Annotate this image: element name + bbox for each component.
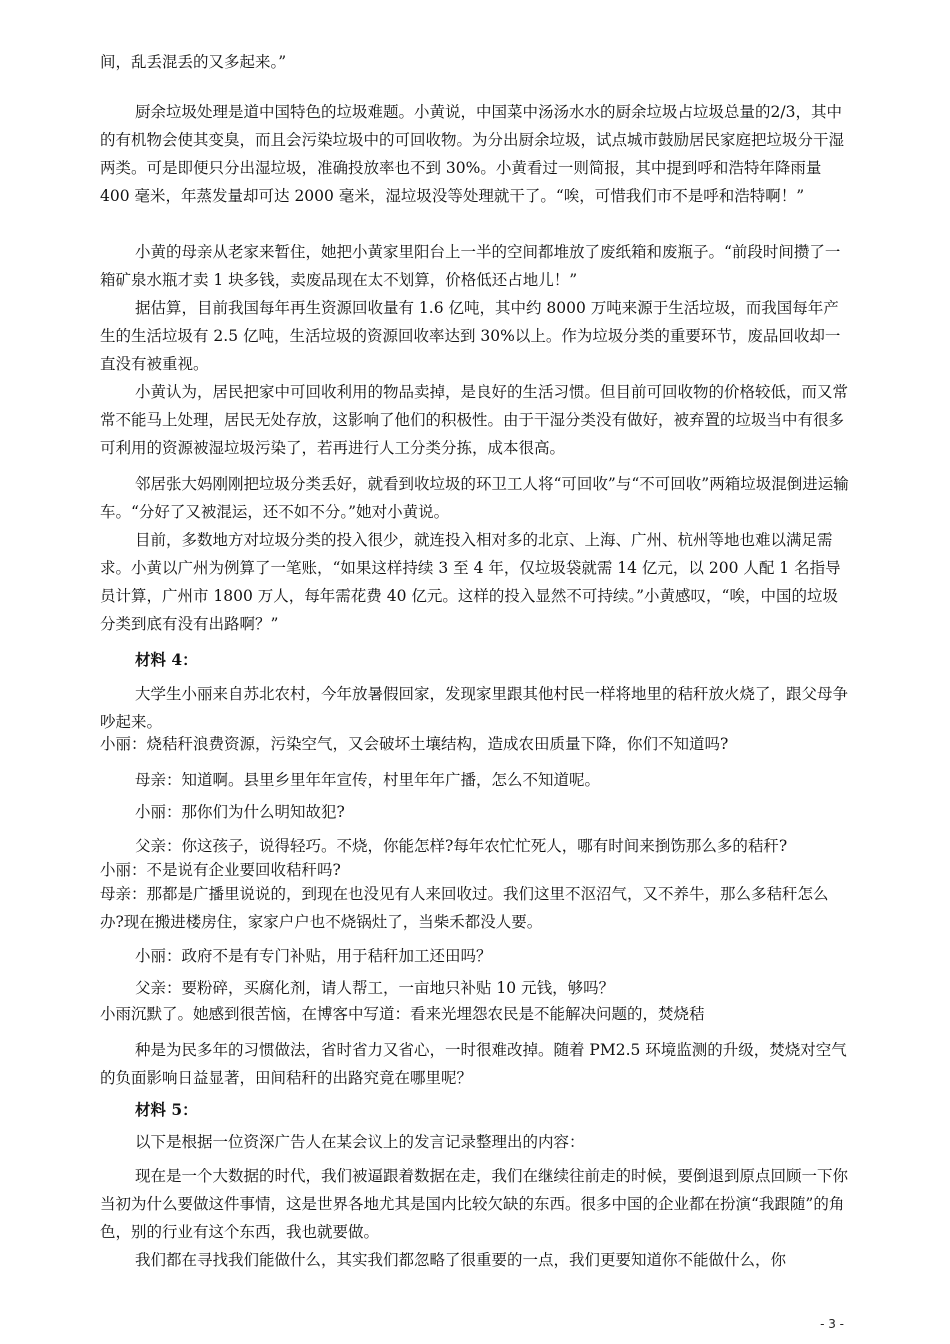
dialogue-line: 父亲：你这孩子，说得轻巧。不烧，你能怎样?每年农忙忙死人，哪有时间来捯饬那么多的秸秆? — [135, 837, 788, 855]
paragraph-investment: 目前，多数地方对垃圾分类的投入很少，就连投入相对多的北京、上海、广州、杭州等地也难以满足需求。小黄以广州为例算了一笔账，“如果这样持续 3 至 4 年，仅垃圾袋就需 14 亿元，以 200 人配 1 名指导员计算，广州市 1800 万人，每年需花费 40 亿元。这样的投入显然不可持续。”小黄感叹，“唉，中国的垃圾分类到底有没有出路啊？” — [100, 531, 841, 633]
paragraph-ad-intro: 以下是根据一位资深广告人在某会议上的发言记录整理出的内容： — [135, 1133, 585, 1151]
dialogue-line: 母亲：那都是广播里说说的，到现在也没见有人来回收过。我们这里不沤沼气，又不养牛，那么多秸秆怎么办?现在搬进楼房住，家家户户也不烧锅灶了，当柴禾都没人要。 — [100, 885, 829, 931]
paragraph-cannot-do: 我们都在寻找我们能做什么，其实我们都忽略了很重要的一点，我们更要知道你不能做什么，你 — [135, 1251, 787, 1269]
material-4-heading: 材料 4： — [135, 650, 198, 669]
paragraph-big-data: 现在是一个大数据的时代，我们被逼跟着数据在走，我们在继续往前走的时候，要倒退到原点回顾一下你当初为什么要做这件事情，这是世界各地尤其是国内比较欠缺的东西。很多中国的企业都在扮演“我跟随”的角色，别的行业有这个东西，我也就要做。 — [100, 1167, 849, 1241]
paragraph-mother-recycling: 小黄的母亲从老家来暂住，她把小黄家里阳台上一半的空间都堆放了废纸箱和废瓶子。“前段时间攒了一箱矿泉水瓶才卖 1 块多钱，卖废品现在太不划算，价格低还占地儿！” — [100, 243, 841, 289]
paragraph-xiaohuang-opinion: 小黄认为，居民把家中可回收利用的物品卖掉，是良好的生活习惯。但目前可回收物的价格较低，而又常常不能马上处理，居民无处存放，这影响了他们的积极性。由于干湿分类没有做好，被弃置的垃圾当中有很多可利用的资源被湿垃圾污染了，若再进行人工分类分拣，成本很高。 — [100, 383, 849, 457]
dialogue-line: 小丽：烧秸秆浪费资源，污染空气，又会破坏土壤结构，造成农田质量下降，你们不知道吗? — [100, 735, 729, 753]
paragraph-estimate: 据估算，目前我国每年再生资源回收量有 1.6 亿吨，其中约 8000 万吨来源于生活垃圾，而我国每年产生的生活垃圾有 2.5 亿吨，生活垃圾的资源回收率达到 30%以上。作为垃圾分类的重要环节，废品回收却一直没有被重视。 — [100, 299, 841, 373]
paragraph-neighbor: 邻居张大妈刚刚把垃圾分类丢好，就看到收垃圾的环卫工人将“可回收”与“不可回收”两箱垃圾混倒进运输车。“分好了又被混运，还不如不分。”她对小黄说。 — [100, 475, 849, 521]
paragraph-kitchen-waste: 厨余垃圾处理是道中国特色的垃圾难题。小黄说，中国菜中汤汤水水的厨余垃圾占垃圾总量的2/3，其中的有机物会使其变臭，而且会污染垃圾中的可回收物。为分出厨余垃圾，试点城市鼓励居民家庭把垃圾分干湿两类。可是即便只分出湿垃圾，准确投放率也不到 30%。小黄看过一则简报，其中提到呼和浩特年降雨量 400 毫米，年蒸发量却可达 2000 毫米，湿垃圾没等处理就干了。“唉，可惜我们市不是呼和浩特啊！” — [100, 103, 845, 205]
dialogue-line: 父亲：要粉碎，买腐化剂，请人帮工，一亩地只补贴 10 元钱，够吗？ — [135, 979, 615, 997]
paragraph-blog: 小雨沉默了。她感到很苦恼，在博客中写道：看来光埋怨农民是不能解决问题的，焚烧秸 — [100, 1005, 705, 1023]
dialogue-line: 小丽：政府不是有专门补贴，用于秸秆加工还田吗？ — [135, 947, 492, 965]
page-number: - 3 - — [820, 1317, 844, 1331]
dialogue-line: 小丽：那你们为什么明知故犯? — [135, 803, 345, 821]
material-5-heading: 材料 5： — [135, 1100, 198, 1119]
paragraph-blog-continued: 种是为民多年的习惯做法，省时省力又省心，一时很难改掉。随着 PM2.5 环境监测的升级，焚烧对空气的负面影响日益显著，田间秸秆的出路究竟在哪里呢？ — [100, 1041, 847, 1087]
dialogue-line: 母亲：知道啊。县里乡里年年宣传，村里年年广播，怎么不知道呢。 — [135, 771, 601, 789]
paragraph-xiaoli-intro: 大学生小丽来自苏北农村，今年放暑假回家，发现家里跟其他村民一样将地里的秸秆放火烧了，跟父母争吵起来。 — [100, 685, 849, 731]
dialogue-line: 小丽：不是说有企业要回收秸秆吗? — [100, 861, 341, 879]
paragraph-continuation: 间，乱丢混丢的又多起来。” — [100, 53, 287, 71]
